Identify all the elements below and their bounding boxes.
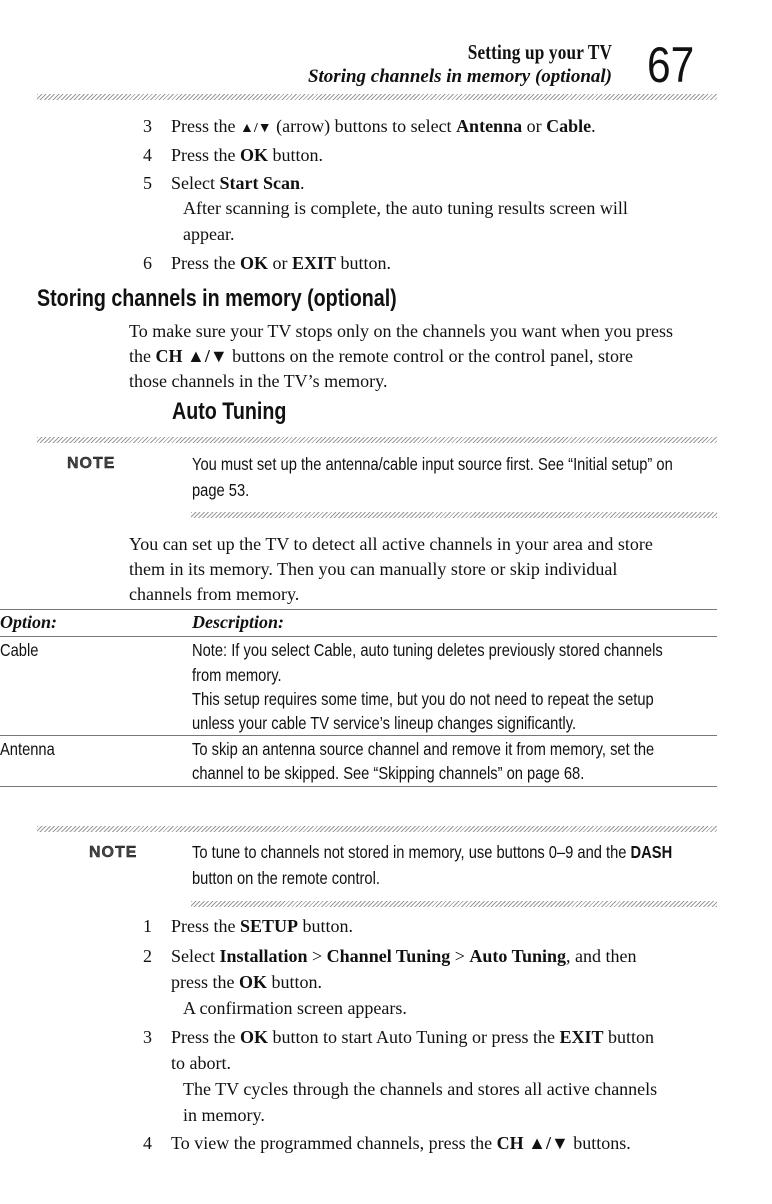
section-heading: Storing channels in memory (optional) [37, 285, 397, 312]
table-row-cable-desc-3: This setup requires some time, but you do not need to repeat the setup [192, 689, 654, 709]
table-row-antenna-desc-2: channel to be skipped. See “Skipping channels” on page 68. [192, 763, 585, 783]
table-row-cable-desc-1: Note: If you select Cable, auto tuning deletes previously stored channels [192, 640, 663, 660]
note-2-line-1: To tune to channels not stored in memory, use buttons 0–9 and the DASH [192, 842, 673, 862]
note-1-line-2: page 53. [192, 480, 250, 500]
page-number: 67 [647, 37, 695, 93]
intro-line-3: those channels in the TV’s memory. [129, 371, 388, 391]
header-rule [37, 94, 717, 100]
running-header-subtitle: Storing channels in memory (optional) [307, 66, 612, 87]
note-2-top-rule [37, 826, 717, 832]
table-top-rule [0, 609, 717, 610]
note-1-line-1: You must set up the antenna/cable input source first. See “Initial setup” on [192, 454, 673, 474]
para-2-line-1: You can set up the TV to detect all active channels in your area and store [129, 534, 653, 554]
table-bottom-rule [0, 786, 717, 787]
table-row-cable-option: Cable [0, 640, 39, 660]
step-5-sub-line-1: After scanning is complete, the auto tuning results screen will [183, 198, 628, 218]
subheading-auto-tuning: Auto Tuning [172, 398, 287, 425]
note-2-line-2: button on the remote control. [192, 868, 380, 888]
table-header-option: Option: [0, 612, 58, 632]
step-3-line-2: to abort. [171, 1053, 231, 1073]
intro-line-1: To make sure your TV stops only on the channels you want when you press [129, 321, 673, 341]
note-2-label: NOTE [89, 844, 138, 861]
table-row-antenna-desc-1: To skip an antenna source channel and remove it from memory, set the [192, 739, 655, 759]
intro-line-2: the CH ▲/▼ buttons on the remote control or the control panel, store [129, 346, 634, 366]
note-1-bottom-rule [191, 512, 717, 518]
note-1-label: NOTE [67, 455, 116, 472]
step-2-line-2: press the OK button. [171, 972, 323, 992]
table-row-antenna-option: Antenna [0, 739, 55, 759]
step-3-sub-1: The TV cycles through the channels and stores all active channels [183, 1079, 658, 1099]
table-header-rule [0, 636, 717, 637]
running-header-section: Setting up your TV [467, 40, 612, 64]
para-2-line-3: channels from memory. [129, 584, 300, 604]
para-2-line-2: them in its memory. Then you can manually store or skip individual [129, 559, 618, 579]
table-row-cable-desc-2: from memory. [192, 665, 282, 685]
note-2-bottom-rule [191, 901, 717, 907]
table-header-description: Description: [192, 612, 284, 632]
step-2-sub: A confirmation screen appears. [183, 998, 407, 1018]
table-row-rule [0, 735, 717, 736]
step-3-sub-2: in memory. [183, 1105, 265, 1125]
table-row-cable-desc-4: unless your cable TV service’s lineup changes significantly. [192, 713, 577, 733]
step-5-sub-line-2: appear. [183, 224, 235, 244]
note-1-top-rule [37, 437, 717, 443]
